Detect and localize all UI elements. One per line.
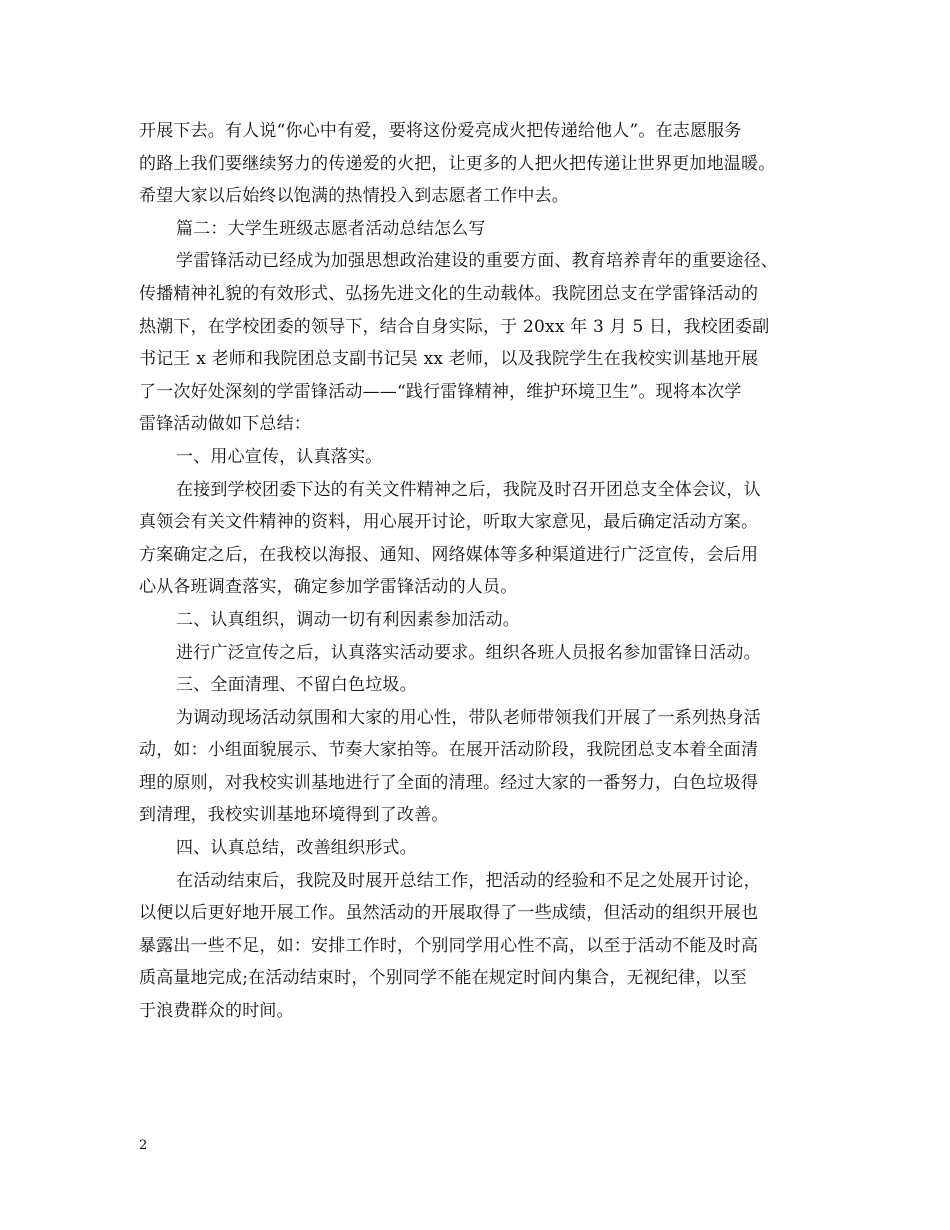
text-line: 暴露出一些不足，如：安排工作时，个别同学用心性不高，以至于活动不能及时高 <box>139 935 759 956</box>
text-line: 开展下去。有人说“你心中有爱，要将这份爱亮成火把传递给他人”。在志愿服务 <box>139 121 742 141</box>
text-line: 在接到学校团委下达的有关文件精神之后，我院及时召开团总支全体会议，认 <box>176 479 761 500</box>
text-line: 理的原则，对我校实训基地进行了全面的清理。经过大家的一番努力，白色垃圾得 <box>139 772 759 793</box>
text-line: 希望大家以后始终以饱满的热情投入到志愿者工作中去。 <box>139 186 569 207</box>
text-line: 二、认真组织，调动一切有利因素参加活动。 <box>176 609 520 630</box>
page-number: 2 <box>139 1138 148 1153</box>
text-line: 篇二：大学生班级志愿者活动总结怎么写 <box>176 218 486 239</box>
text-line: 了一次好处深刻的学雷锋活动——“践行雷锋精神，维护环境卫生”。现将本次学 <box>139 381 742 402</box>
text-line: 传播精神礼貌的有效形式、弘扬先进文化的生动载体。我院团总支在学雷锋活动的 <box>139 283 759 304</box>
text-line: 为调动现场活动氛围和大家的用心性，带队老师带领我们开展了一系列热身活 <box>176 707 761 728</box>
text-line: 热潮下，在学校团委的领导下，结合自身实际，于 20xx 年 3 月 5 日，我校团委副 <box>139 316 770 337</box>
document-body <box>139 115 811 1028</box>
text-line: 进行广泛宣传之后，认真落实活动要求。组织各班人员报名参加雷锋日活动。 <box>176 642 761 663</box>
text-line: 雷锋活动做如下总结： <box>139 414 311 435</box>
text-line: 的路上我们要继续努力的传递爱的火把，让更多的人把火把传递让世界更加地温暖。 <box>139 153 776 174</box>
text-line: 心从各班调查落实，确定参加学雷锋活动的人员。 <box>139 577 518 598</box>
text-line: 质高量地完成;在活动结束时，个别同学不能在规定时间内集合，无视纪律，以至 <box>139 968 747 989</box>
text-line: 于浪费群众的时间。 <box>139 1001 294 1022</box>
text-line: 四、认真总结，改善组织形式。 <box>176 838 417 859</box>
text-line: 在活动结束后，我院及时展开总结工作，把活动的经验和不足之处展开讨论， <box>176 870 761 891</box>
text-line: 方案确定之后，在我校以海报、通知、网络媒体等多种渠道进行广泛宣传，会后用 <box>139 544 759 565</box>
text-line: 书记王 x 老师和我院团总支副书记吴 xx 老师，以及我院学生在我校实训基地开展 <box>139 349 759 370</box>
text-line: 学雷锋活动已经成为加强思想政治建设的重要方面、教育培养青年的重要途径、 <box>176 251 778 272</box>
text-line: 到清理，我校实训基地环境得到了改善。 <box>139 805 449 826</box>
text-line: 三、全面清理、不留白色垃圾。 <box>176 675 417 696</box>
text-line: 以便以后更好地开展工作。虽然活动的开展取得了一些成绩，但活动的组织开展也 <box>139 903 759 924</box>
text-line: 动，如：小组面貌展示、节奏大家拍等。在展开活动阶段，我院团总支本着全面清 <box>139 740 759 761</box>
text-line: 一、用心宣传，认真落实。 <box>176 446 383 467</box>
text-line: 真领会有关文件精神的资料，用心展开讨论，听取大家意见，最后确定活动方案。 <box>139 512 759 533</box>
